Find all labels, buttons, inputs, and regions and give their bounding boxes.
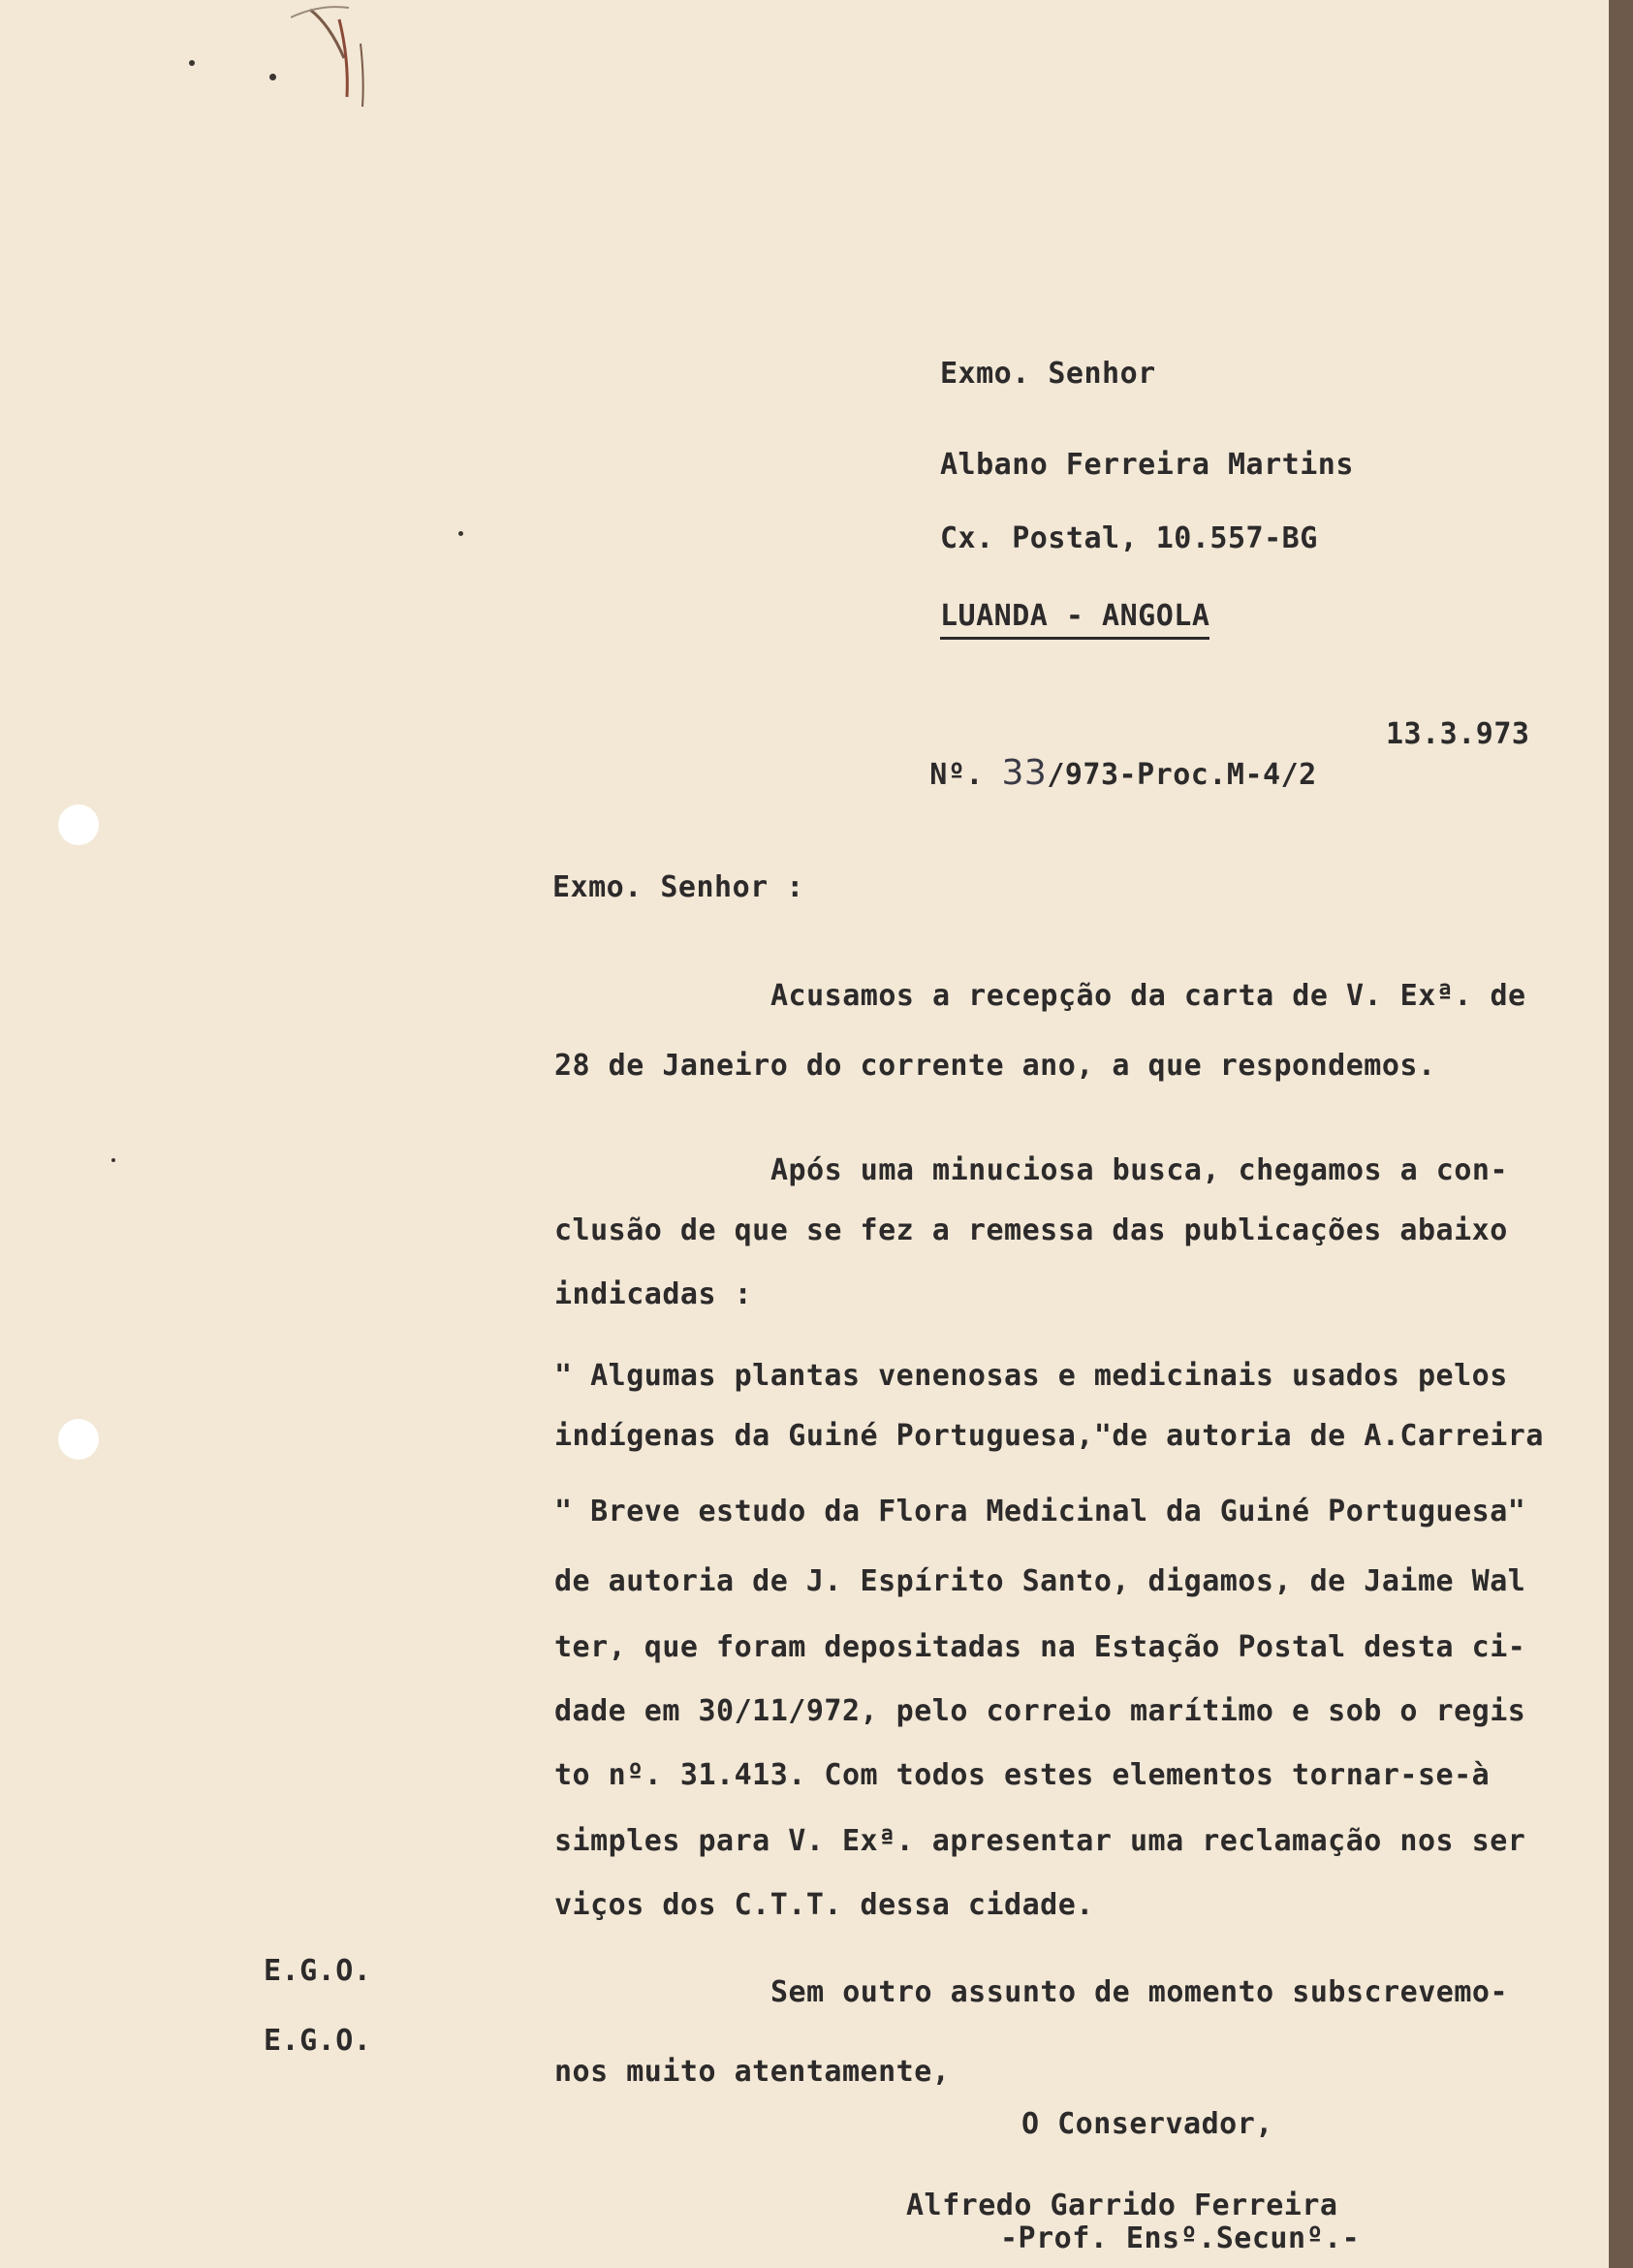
punch-hole-lower xyxy=(58,1419,99,1460)
body-line: " Algumas plantas venenosas e medicinais usados pelos xyxy=(554,1359,1508,1393)
ink-speck xyxy=(458,531,463,536)
reference-prefix: Nº. xyxy=(929,758,984,792)
body-line: dade em 30/11/972, pelo correio marítimo e sob o regis xyxy=(554,1694,1526,1728)
margin-note: E.G.O. xyxy=(264,2024,372,2058)
body-line: indicadas : xyxy=(554,1277,753,1311)
signature-role: -Prof. Ensº.Secunº.- xyxy=(1000,2221,1361,2255)
ink-speck xyxy=(111,1158,115,1162)
recipient-name: Albano Ferreira Martins xyxy=(940,448,1354,482)
signature-title: O Conservador, xyxy=(1021,2107,1273,2141)
closing-line: nos muito atentamente, xyxy=(554,2055,951,2089)
greeting: Exmo. Senhor : xyxy=(552,870,804,904)
recipient-salutation: Exmo. Senhor xyxy=(940,357,1156,391)
body-line: 28 de Janeiro do corrente ano, a que respondemos. xyxy=(554,1049,1436,1083)
ink-speck xyxy=(189,60,195,66)
body-line: de autoria de J. Espírito Santo, digamos, de Jaime Wal xyxy=(554,1564,1526,1598)
background-edge xyxy=(1609,0,1633,2268)
body-line: ter, que foram depositadas na Estação Postal desta ci- xyxy=(554,1630,1526,1664)
staple-tear-mark xyxy=(291,0,397,116)
letter-date: 13.3.973 xyxy=(1386,717,1530,751)
reference-line xyxy=(858,715,1317,834)
signature-name: Alfredo Garrido Ferreira xyxy=(906,2189,1338,2222)
reference-number-handwritten: 33 xyxy=(1001,753,1048,793)
body-line: " Breve estudo da Flora Medicinal da Guiné Portuguesa" xyxy=(554,1495,1526,1528)
body-line: to nº. 31.413. Com todos estes elementos tornar-se-à xyxy=(554,1758,1491,1792)
recipient-address: Cx. Postal, 10.557-BG xyxy=(940,521,1318,555)
body-line: viços dos C.T.T. dessa cidade. xyxy=(554,1888,1094,1922)
body-line: Acusamos a recepção da carta de V. Exª. de xyxy=(770,979,1526,1013)
body-line: Após uma minuciosa busca, chegamos a con- xyxy=(770,1153,1509,1187)
closing-line: Sem outro assunto de momento subscrevemo- xyxy=(770,1975,1509,2009)
punch-hole-upper xyxy=(58,804,99,845)
recipient-city: LUANDA - ANGOLA xyxy=(940,597,1209,640)
margin-note: E.G.O. xyxy=(264,1954,372,1988)
body-line: clusão de que se fez a remessa das publicações abaixo xyxy=(554,1213,1508,1247)
ink-speck xyxy=(269,74,276,80)
reference-suffix: /973-Proc.M-4/2 xyxy=(1047,758,1317,792)
body-line: simples para V. Exª. apresentar uma reclamação nos ser xyxy=(554,1824,1526,1858)
body-line: indígenas da Guiné Portuguesa,"de autoria de A.Carreira xyxy=(554,1419,1544,1453)
